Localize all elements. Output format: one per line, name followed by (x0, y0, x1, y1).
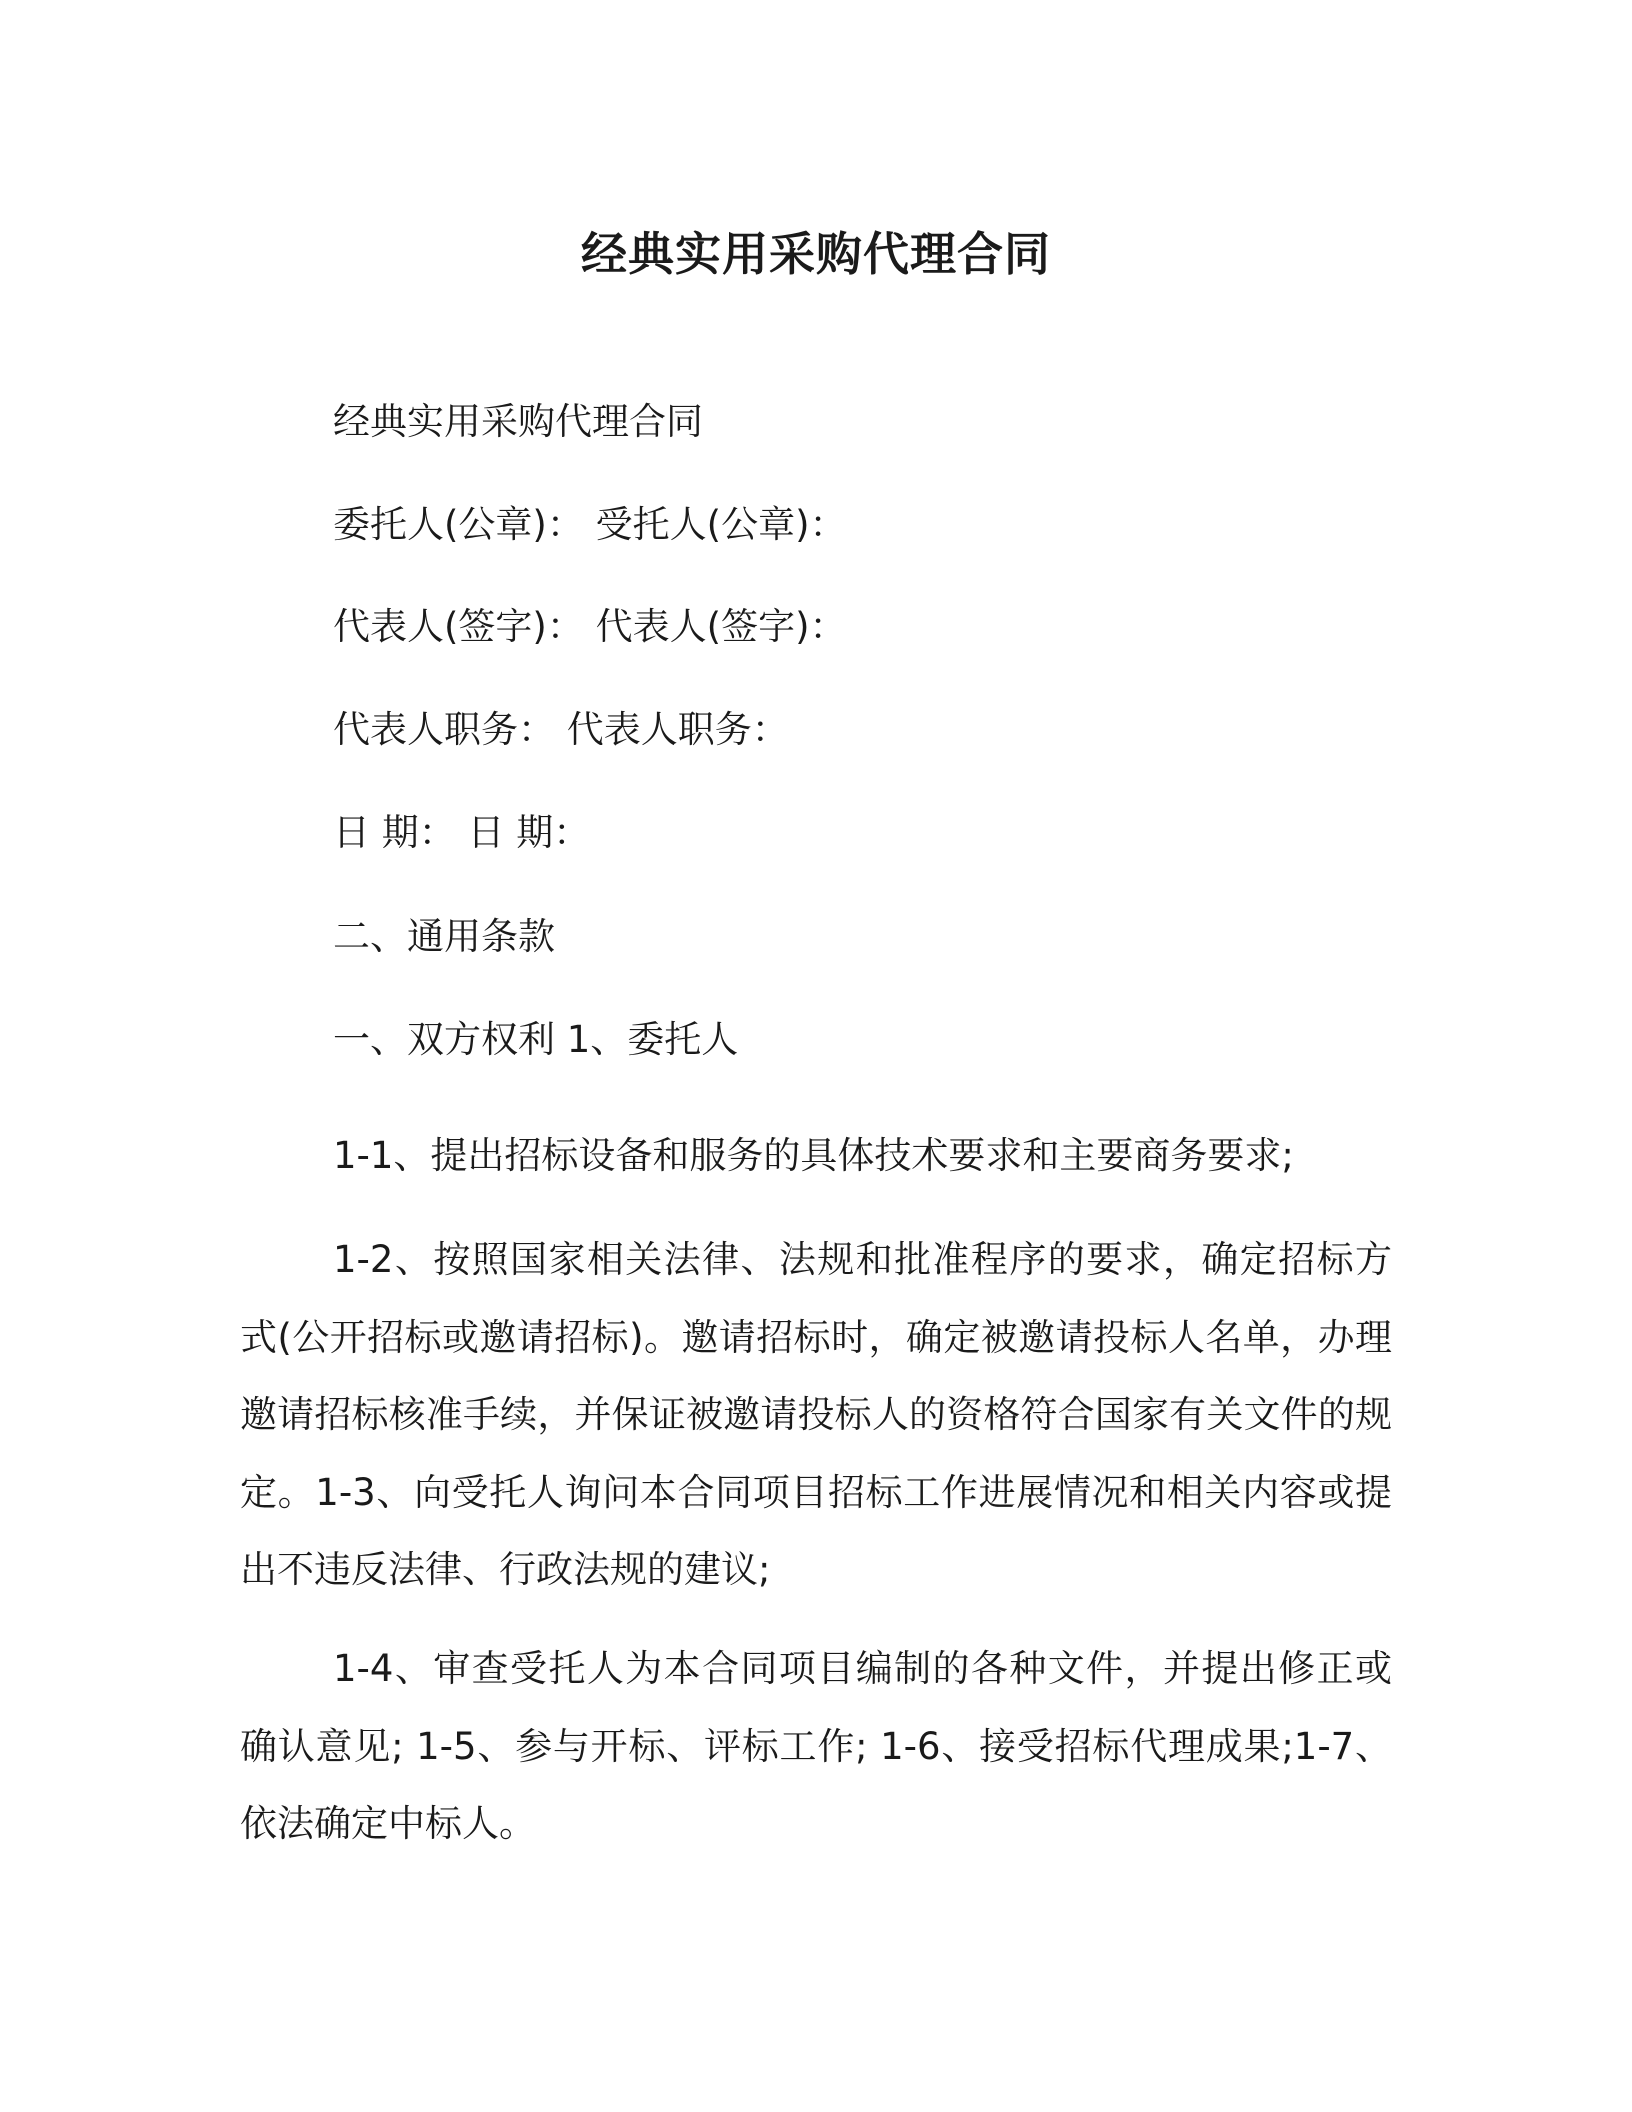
document-title: 经典实用采购代理合同 (581, 227, 1051, 281)
clause-1-1: 1-1、提出招标设备和服务的具体技术要求和主要商务要求; (333, 1134, 1294, 1177)
principal-seal-line: 委托人(公章)： 受托人(公章)： (333, 503, 847, 546)
clause-1-2: 1-2、按照国家相关法律、法规和批准程序的要求，确定招标方式(公开招标或邀请招标)。邀请招标时，确定被邀请投标人名单，办理邀请招标核准手续，并保证被邀请投标人的资格符合国家有关文件的规定。1-3、向受托人询问本合同项目招标工作进展情况和相关内容或提出不违反法律、行政法规的建议; (240, 1238, 1392, 1591)
date-line: 日 期： 日 期： (333, 811, 591, 854)
representative-signature-line: 代表人(签字)： 代表人(签字)： (333, 605, 847, 648)
document-subtitle: 经典实用采购代理合同 (333, 400, 703, 443)
clause-1-4: 1-4、审查受托人为本合同项目编制的各种文件，并提出修正或确认意见; 1-5、参与开标、评标工作; 1-6、接受招标代理成果;1-7、依法确定中标人。 (240, 1647, 1392, 1845)
section-rights: 一、双方权利 1、委托人 (333, 1018, 739, 1061)
representative-position-line: 代表人职务： 代表人职务： (333, 708, 789, 751)
section-general-terms: 二、通用条款 (333, 915, 555, 958)
